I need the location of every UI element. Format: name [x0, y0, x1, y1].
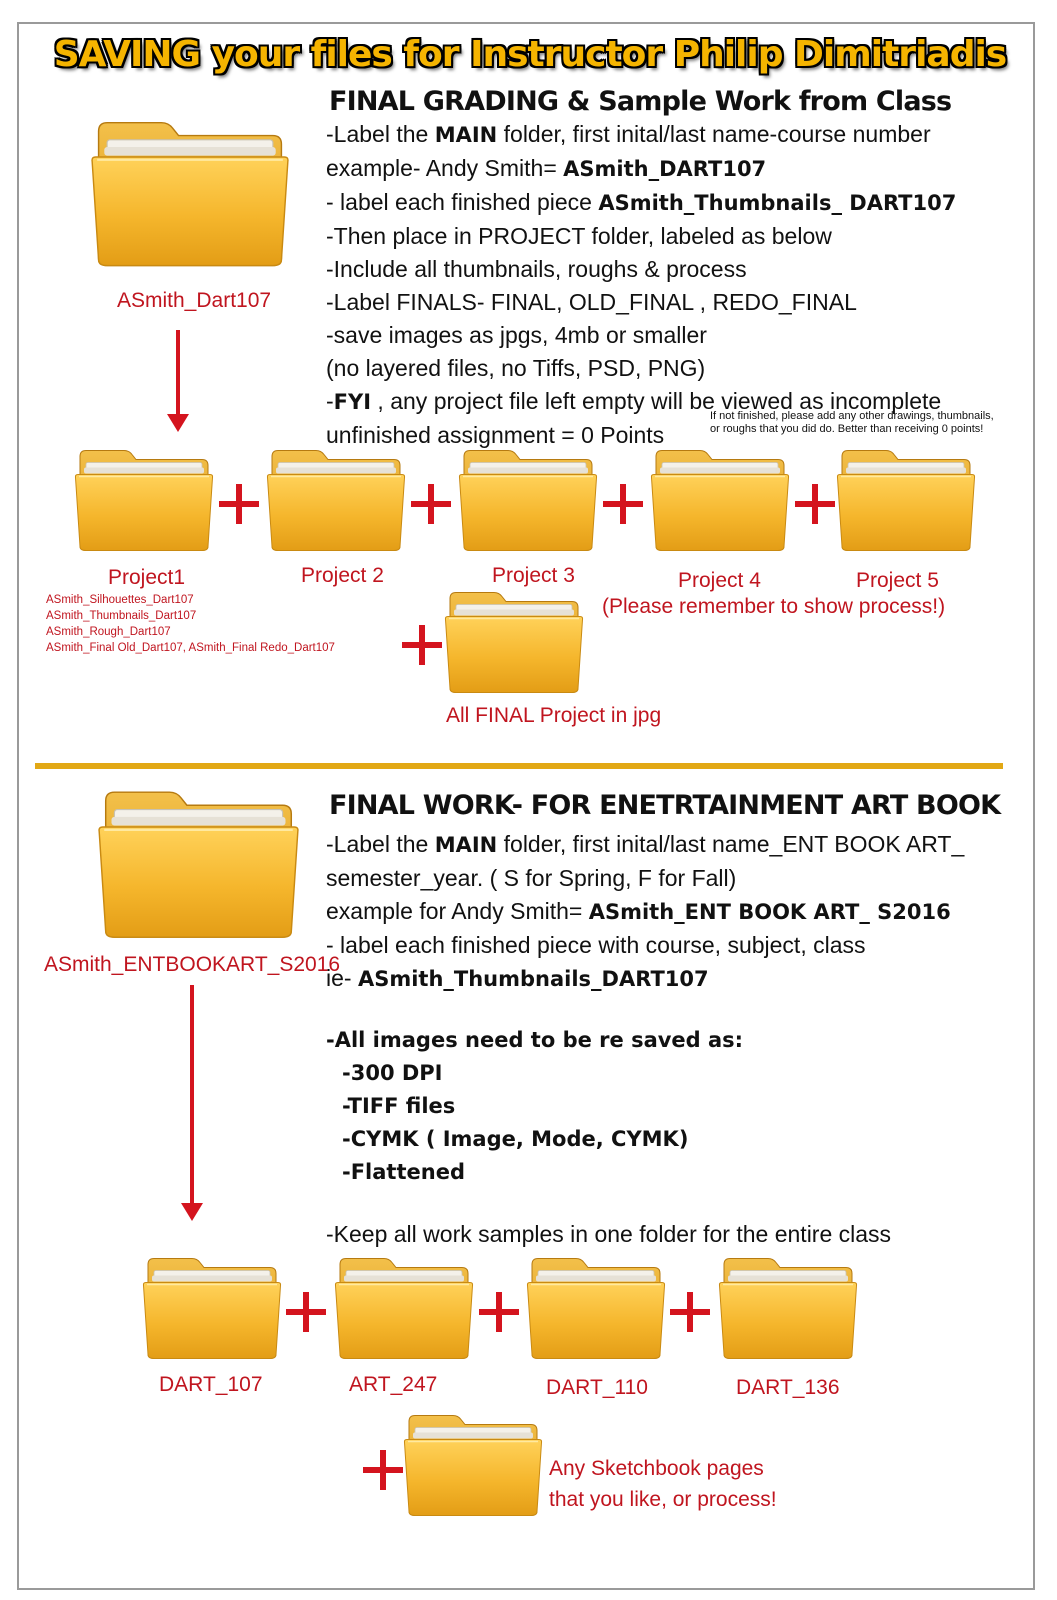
instruction-line: - label each finished piece ASmith_Thumbnails_ DART107 — [326, 189, 957, 215]
instruction-line: semester_year. ( S for Spring, F for Fall) — [326, 865, 737, 891]
final-folder-icon[interactable] — [444, 587, 584, 695]
course-folder-icon[interactable] — [334, 1253, 474, 1361]
incomplete-note: If not finished, please add any other drawings, thumbnails, or roughs that you did do. Better than receiving 0 points! — [710, 410, 994, 435]
down-arrow-icon — [165, 330, 191, 434]
plus-icon — [286, 1292, 326, 1332]
process-reminder: (Please remember to show process!) — [602, 595, 946, 618]
section-divider — [35, 763, 1003, 769]
section2-instructions — [326, 828, 964, 996]
project-folder-icon[interactable] — [74, 445, 214, 553]
instruction-line: -Label the MAIN folder, first inital/last name-course number — [326, 121, 931, 147]
section1-heading: FINAL GRADING & Sample Work from Class — [329, 86, 952, 117]
plus-icon — [670, 1292, 710, 1332]
requirement-item: -All images need to be re saved as: — [326, 1028, 744, 1052]
instruction-line: -Then place in PROJECT folder, labeled as below — [326, 223, 832, 249]
project-label: Project 3 — [492, 564, 575, 587]
main-folder-icon[interactable] — [90, 112, 290, 272]
plus-icon — [411, 484, 451, 524]
instruction-line: -save images as jpgs, 4mb or smaller — [326, 322, 707, 348]
plus-icon — [402, 625, 442, 665]
keep-samples-line: -Keep all work samples in one folder for the entire class — [326, 1221, 892, 1247]
book-folder-label: ASmith_ENTBOOKART_S2016 — [44, 953, 341, 976]
project-folder-icon[interactable] — [836, 445, 976, 553]
instruction-line: -Label FINALS- FINAL, OLD_FINAL , REDO_FINAL — [326, 289, 857, 315]
requirements-list — [326, 1024, 743, 1189]
requirement-item: -TIFF files — [342, 1094, 456, 1118]
sketchbook-line: that you like, or process! — [549, 1488, 777, 1511]
plus-icon — [219, 484, 259, 524]
plus-icon — [363, 1450, 403, 1490]
requirement-item: -Flattened — [342, 1160, 465, 1184]
project-folder-icon[interactable] — [458, 445, 598, 553]
file-name: ASmith_Thumbnails_Dart107 — [46, 610, 197, 622]
course-label: DART_110 — [546, 1376, 648, 1399]
sketchbook-folder-icon[interactable] — [403, 1410, 543, 1518]
file-name: ASmith_Silhouettes_Dart107 — [46, 594, 194, 606]
requirement-item: -CYMK ( Image, Mode, CYMK) — [342, 1127, 689, 1151]
sketchbook-line: Any Sketchbook pages — [549, 1457, 764, 1480]
project-label: Project 2 — [301, 564, 384, 587]
plus-icon — [795, 484, 835, 524]
main-folder-label: ASmith_Dart107 — [117, 289, 272, 312]
book-folder-icon[interactable] — [97, 785, 300, 940]
project-folder-icon[interactable] — [650, 445, 790, 553]
file-name: ASmith_Rough_Dart107 — [46, 626, 171, 638]
section1-instructions — [326, 118, 956, 452]
plus-icon — [603, 484, 643, 524]
course-folder-icon[interactable] — [142, 1253, 282, 1361]
instruction-line: (no layered files, no Tiffs, PSD, PNG) — [326, 355, 706, 381]
instruction-line: -FYI , any project file left empty will be viewed as incomplete — [326, 388, 942, 414]
project-label: Project1 — [108, 566, 186, 589]
project-folder-icon[interactable] — [266, 445, 406, 553]
final-folder-label: All FINAL Project in jpg — [446, 704, 662, 727]
project1-file-list — [46, 592, 335, 656]
course-label: DART_136 — [736, 1376, 840, 1399]
plus-icon — [479, 1292, 519, 1332]
project-label: Project 4 — [678, 569, 761, 592]
project-label: Project 5 — [856, 569, 939, 592]
course-label: DART_107 — [159, 1373, 263, 1396]
instruction-line: unfinished assignment = 0 Points — [326, 422, 665, 448]
course-label: ART_247 — [349, 1373, 438, 1396]
requirement-item: -300 DPI — [342, 1061, 443, 1085]
instruction-line: - label each finished piece with course, subject, class — [326, 932, 866, 958]
file-name: ASmith_Final Old_Dart107, ASmith_Final Redo_Dart107 — [46, 642, 335, 654]
instruction-line: example- Andy Smith= ASmith_DART107 — [326, 155, 767, 181]
section2-heading: FINAL WORK- FOR ENETRTAINMENT ART BOOK — [329, 790, 1001, 821]
instruction-line: -Include all thumbnails, roughs & process — [326, 256, 747, 282]
page-title: SAVING your files for Instructor Philip Dimitriadis — [53, 34, 1007, 75]
course-folder-icon[interactable] — [526, 1253, 666, 1361]
down-arrow-icon — [178, 985, 206, 1225]
instruction-line: ie- ASmith_Thumbnails_DART107 — [326, 965, 709, 991]
instruction-line: example for Andy Smith= ASmith_ENT BOOK ART_ S2016 — [326, 898, 951, 924]
instruction-line: -Label the MAIN folder, first inital/last name_ENT BOOK ART_ — [326, 831, 965, 857]
course-folder-icon[interactable] — [718, 1253, 858, 1361]
